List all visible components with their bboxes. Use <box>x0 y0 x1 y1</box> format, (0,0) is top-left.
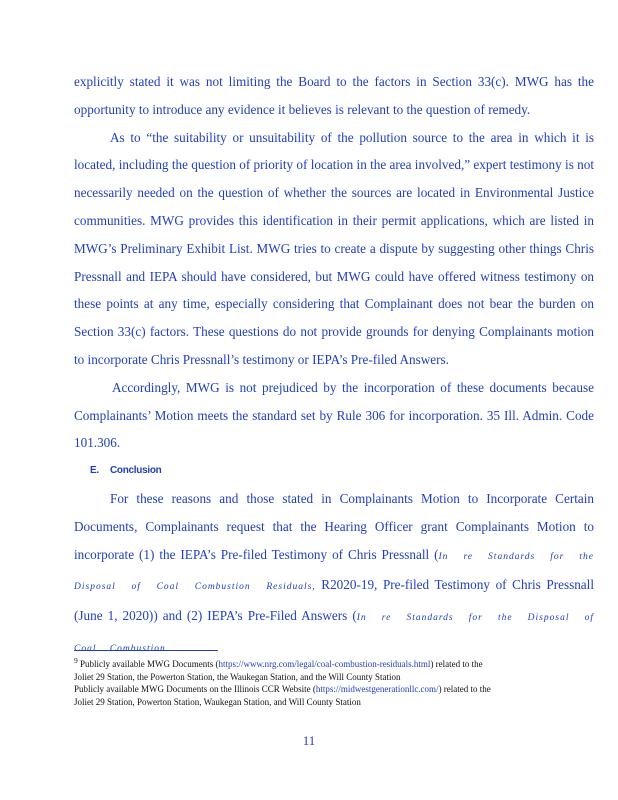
page-number: 11 <box>302 733 316 748</box>
paragraph-4-mid: R2020-19, Pre-filed Testimony of Chris Pressnall (June 1, 2020)) and (2) IEPA’s Pre-Filed Answers ( <box>74 577 594 624</box>
section-heading-text: Conclusion <box>110 465 162 477</box>
case-citation-2: In re Standards for the Disposal of Coal Combustion <box>74 613 594 654</box>
section-heading <box>74 457 594 485</box>
footnote-2-text: Publicly available MWG Documents on the Illinois CCR Website ( <box>74 684 316 695</box>
footnote-2-text-b: ) related to the Joliet 29 Station, Powerton Station, Waukegan Station, and Will County Station <box>74 684 491 707</box>
paragraph-3: Accordingly, MWG is not prejudiced by the incorporation of these documents because Complainants’ Motion meets the standard set by Rule 306 for incorporation. 35 Ill. Admin. Code 101.306. <box>74 379 594 451</box>
footnote-1-link[interactable]: https://www.nrg.com/legal/coal-combustion-residuals.html <box>218 659 431 669</box>
paragraph-4 <box>74 485 594 664</box>
footnote-1-text-b: ) related to the Joliet 29 Station, the Powerton Station, the Waukegan Station, and the Will County Station <box>74 659 483 682</box>
case-citation-1: In re Standards for the Disposal of Coal Combustion Residuals, <box>74 551 594 593</box>
footnote-1-text: Publicly available MWG Documents ( <box>77 659 219 669</box>
footnote-2 <box>74 683 494 708</box>
paragraph-1: explicitly stated it was not limiting the Board to the factors in Section 33(c). MWG has the opportunity to introduce any evidence it believes is relevant to the question of remedy. <box>74 74 594 117</box>
footnote-2-link[interactable]: https://midwestgenerationllc.com/ <box>315 684 439 695</box>
section-heading-label: E. <box>90 465 99 477</box>
footnote-1 <box>74 655 494 683</box>
footnote-separator <box>74 650 218 651</box>
paragraph-4-main: For these reasons and those stated in Complainants Motion to Incorporate Certain Documents, Complainants request that the Hearing Officer grant Complainants Motion to incorporate (1) the IEPA’s Pre-filed Testimony of Chris Pressnall ( <box>74 490 594 562</box>
footnotes <box>74 655 494 708</box>
body-text <box>74 68 594 664</box>
footnote-marker: 9 <box>74 656 78 665</box>
paragraph-2: As to “the suitability or unsuitability of the pollution source to the area in which it is located, including the question of priority of location in the area involved,” expert testimony is not necessarily needed on the question of whether the sources are located in Environmental Justice communities. MWG provides this identification in their permit applications, which are listed in MWG’s Preliminary Exhibit List. MWG tries to create a dispute by suggesting other things Chris Pressnall and IEPA should have considered, but MWG could have offered witness testimony on these points at any time, especially considering that Complainant does not bear the burden on Section 33(c) factors. These questions do not provide grounds for denying Complainants motion to incorporate Chris Pressnall’s testimony or IEPA’s Pre-filed Answers. <box>74 129 594 367</box>
